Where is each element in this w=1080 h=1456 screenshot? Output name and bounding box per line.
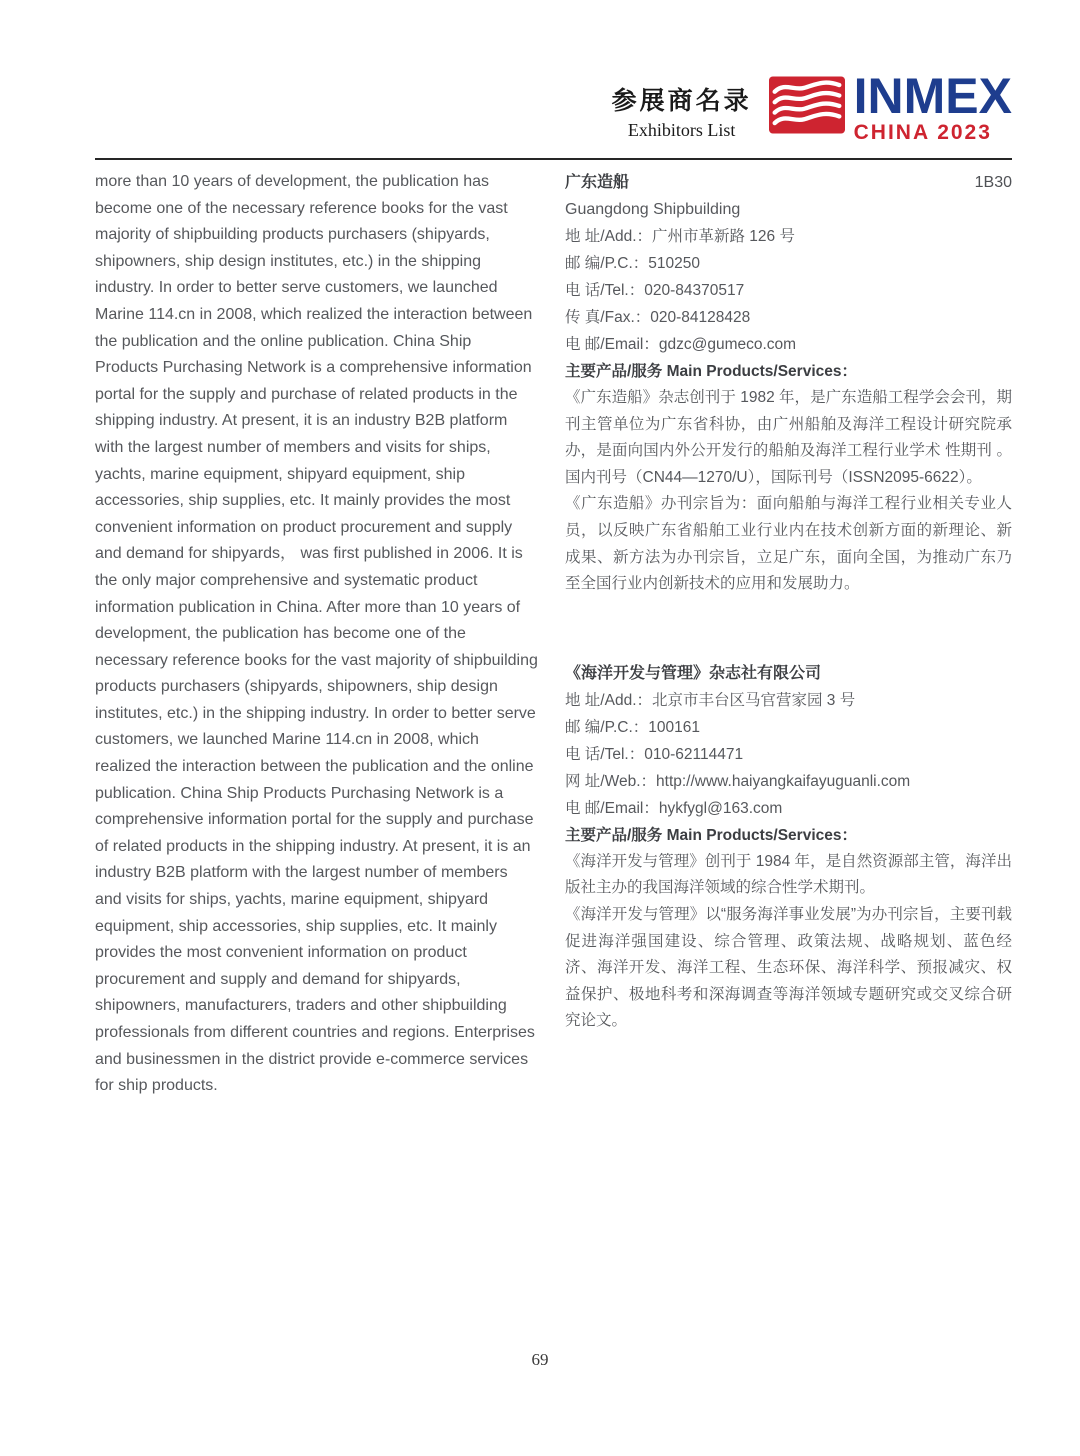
- website-value: http://www.haiyangkaifayuguanli.com: [656, 772, 911, 790]
- fax-value: 020-84128428: [650, 309, 751, 326]
- email-row: [565, 331, 1012, 358]
- exhibitor-name-cn: 广东造船: [565, 174, 630, 191]
- inmex-logo-name: INMEX: [853, 68, 1012, 124]
- page-number: 69: [531, 1350, 549, 1369]
- left-column: [95, 169, 538, 1100]
- exhibitor-listing-guangdong-shipbuilding: [565, 169, 1012, 598]
- address-label: 地 址/Add.：: [565, 228, 652, 245]
- products-description-paragraph: 《广东造船》办刊宗旨为：面向船舶与海洋工程行业相关专业人员，以反映广东省船舶工业行业内在技术创新方面的新理论、新成果、新方法为办刊宗旨，立足广东，面向全国，为推动广东乃至全国行业内创新技术的应用和发展助力。: [565, 495, 1012, 593]
- inmex-logo: [769, 68, 1012, 145]
- header-titles: [612, 81, 752, 141]
- telephone-row: [565, 277, 1012, 304]
- inmex-logo-subtitle: CHINA 2023: [853, 121, 992, 144]
- telephone-row: [565, 741, 1012, 768]
- postcode-label: 邮 编/P.C.：: [565, 255, 649, 272]
- email-label: 电 邮/Email：: [565, 799, 659, 817]
- booth-number: 1B30: [974, 174, 1012, 191]
- website-label: 网 址/Web.：: [565, 772, 657, 790]
- products-description-paragraph: 《海洋开发与管理》以“服务海洋事业发展”为办刊宗旨，主要刊载促进海洋强国建设、综合管理、政策法规、战略规划、蓝色经济、海洋开发、海洋工程、生态环保、海洋科学、预报减灾、权益保护、极地科考和深海调查等海洋领域专题研究或交叉综合研究论文。: [565, 905, 1012, 1030]
- address-value: 北京市丰台区马官营家园 3 号: [652, 691, 856, 709]
- telephone-label: 电 话/Tel.：: [565, 282, 645, 299]
- products-description-paragraph: 《海洋开发与管理》创刊于 1984 年，是自然资源部主管，海洋出版社主办的我国海洋领域的综合性学术期刊。: [565, 852, 1012, 897]
- exhibitors-list-title-en: Exhibitors List: [627, 119, 736, 140]
- right-column: [565, 169, 1012, 1100]
- telephone-label: 电 话/Tel.：: [565, 745, 645, 763]
- inmex-logo-text: [853, 68, 1012, 145]
- email-value: gdzc@gumeco.com: [658, 336, 797, 353]
- postcode-value: 510250: [648, 255, 700, 272]
- exhibitor-name-en: Guangdong Shipbuilding: [565, 201, 741, 218]
- postcode-row: [565, 714, 1012, 741]
- fax-label: 传 真/Fax.：: [565, 309, 651, 326]
- exhibitors-list-title-cn: 参展商名录: [611, 86, 752, 115]
- website-row: [565, 768, 1012, 795]
- header-divider: [95, 158, 1012, 160]
- telephone-value: 020-84370517: [644, 282, 745, 299]
- exhibitor-listing-haiyang-kaifa-yu-guanli: [565, 660, 1012, 1035]
- page-content: [95, 169, 1012, 1100]
- postcode-label: 邮 编/P.C.：: [565, 718, 649, 736]
- email-row: [565, 795, 1012, 822]
- listing-header: [565, 660, 1012, 687]
- main-products-heading: 主要产品/服务 Main Products/Services：: [565, 363, 857, 380]
- inmex-waves-icon: [769, 76, 845, 134]
- email-value: hykfygl@163.com: [658, 799, 783, 817]
- page-header: [95, 68, 1012, 145]
- address-row: [565, 223, 1012, 250]
- products-description-paragraph: 《广东造船》杂志创刊于 1982 年，是广东造船工程学会会刊，期刊主管单位为广东省科协，由广州船舶及海洋工程设计研究院承办，是面向国内外公开发行的船舶及海洋工程行业学术 性期刊 。国内刊号（CN44—1270/U），国际刊号（ISSN2095-6622）。: [565, 389, 1012, 486]
- address-value: 广州市革新路 126 号: [652, 228, 795, 245]
- main-products-heading: 主要产品/服务 Main Products/Services：: [565, 826, 857, 844]
- telephone-value: 010-62114471: [644, 745, 744, 763]
- exhibitor-name-cn: 《海洋开发与管理》杂志社有限公司: [565, 664, 822, 682]
- fax-row: [565, 304, 1012, 331]
- listing-header: [565, 169, 1012, 196]
- email-label: 电 邮/Email：: [565, 336, 659, 353]
- address-row: [565, 687, 1012, 714]
- address-label: 地 址/Add.：: [565, 691, 652, 709]
- postcode-value: 100161: [648, 718, 700, 736]
- postcode-row: [565, 250, 1012, 277]
- company-description-en: more than 10 years of development, the publication has become one of the necessary reference books for the vast majority of shipbuilding products purchasers (shipyards, shipowners, ship design institutes, etc.) in the shipping industry. In order to better serve customers, we launched Marine 114.cn in 2008, which realized the interaction between the publication and the online publication. China Ship Products Purchasing Network is a comprehensive information portal for the supply and purchase of related products in the shipping industry. At present, it is an industry B2B platform with the largest number of members and visits for ships, yachts, marine equipment, shipyard equipment, ship accessories, ship supplies, etc. It mainly provides the most convenient information on product procurement and supply and demand for shipyards， was first published in 2006. It is the only major comprehensive and systematic product information publication in China. After more than 10 years of development, the publication has become one of the necessary reference books for the vast majority of shipbuilding products purchasers (shipyards, shipowners, ship design institutes, etc.) in the shipping industry. In order to better serve customers, we launched Marine 114.cn in 2008, which realized the interaction between the publication and the online publication. China Ship Products Purchasing Network is a comprehensive information portal for the supply and purchase of related products in the shipping industry. At present, it is an industry B2B platform with the largest number of members and visits for ships, yachts, marine equipment, shipyard equipment, ship accessories, ship supplies, etc. It mainly provides the most convenient information on product procurement and supply and demand for shipyards, shipowners, manufacturers, traders and other shipbuilding professionals from different countries and regions. Enterprises and businessmen in the district provide e-commerce services for ship products.: [95, 173, 538, 1095]
